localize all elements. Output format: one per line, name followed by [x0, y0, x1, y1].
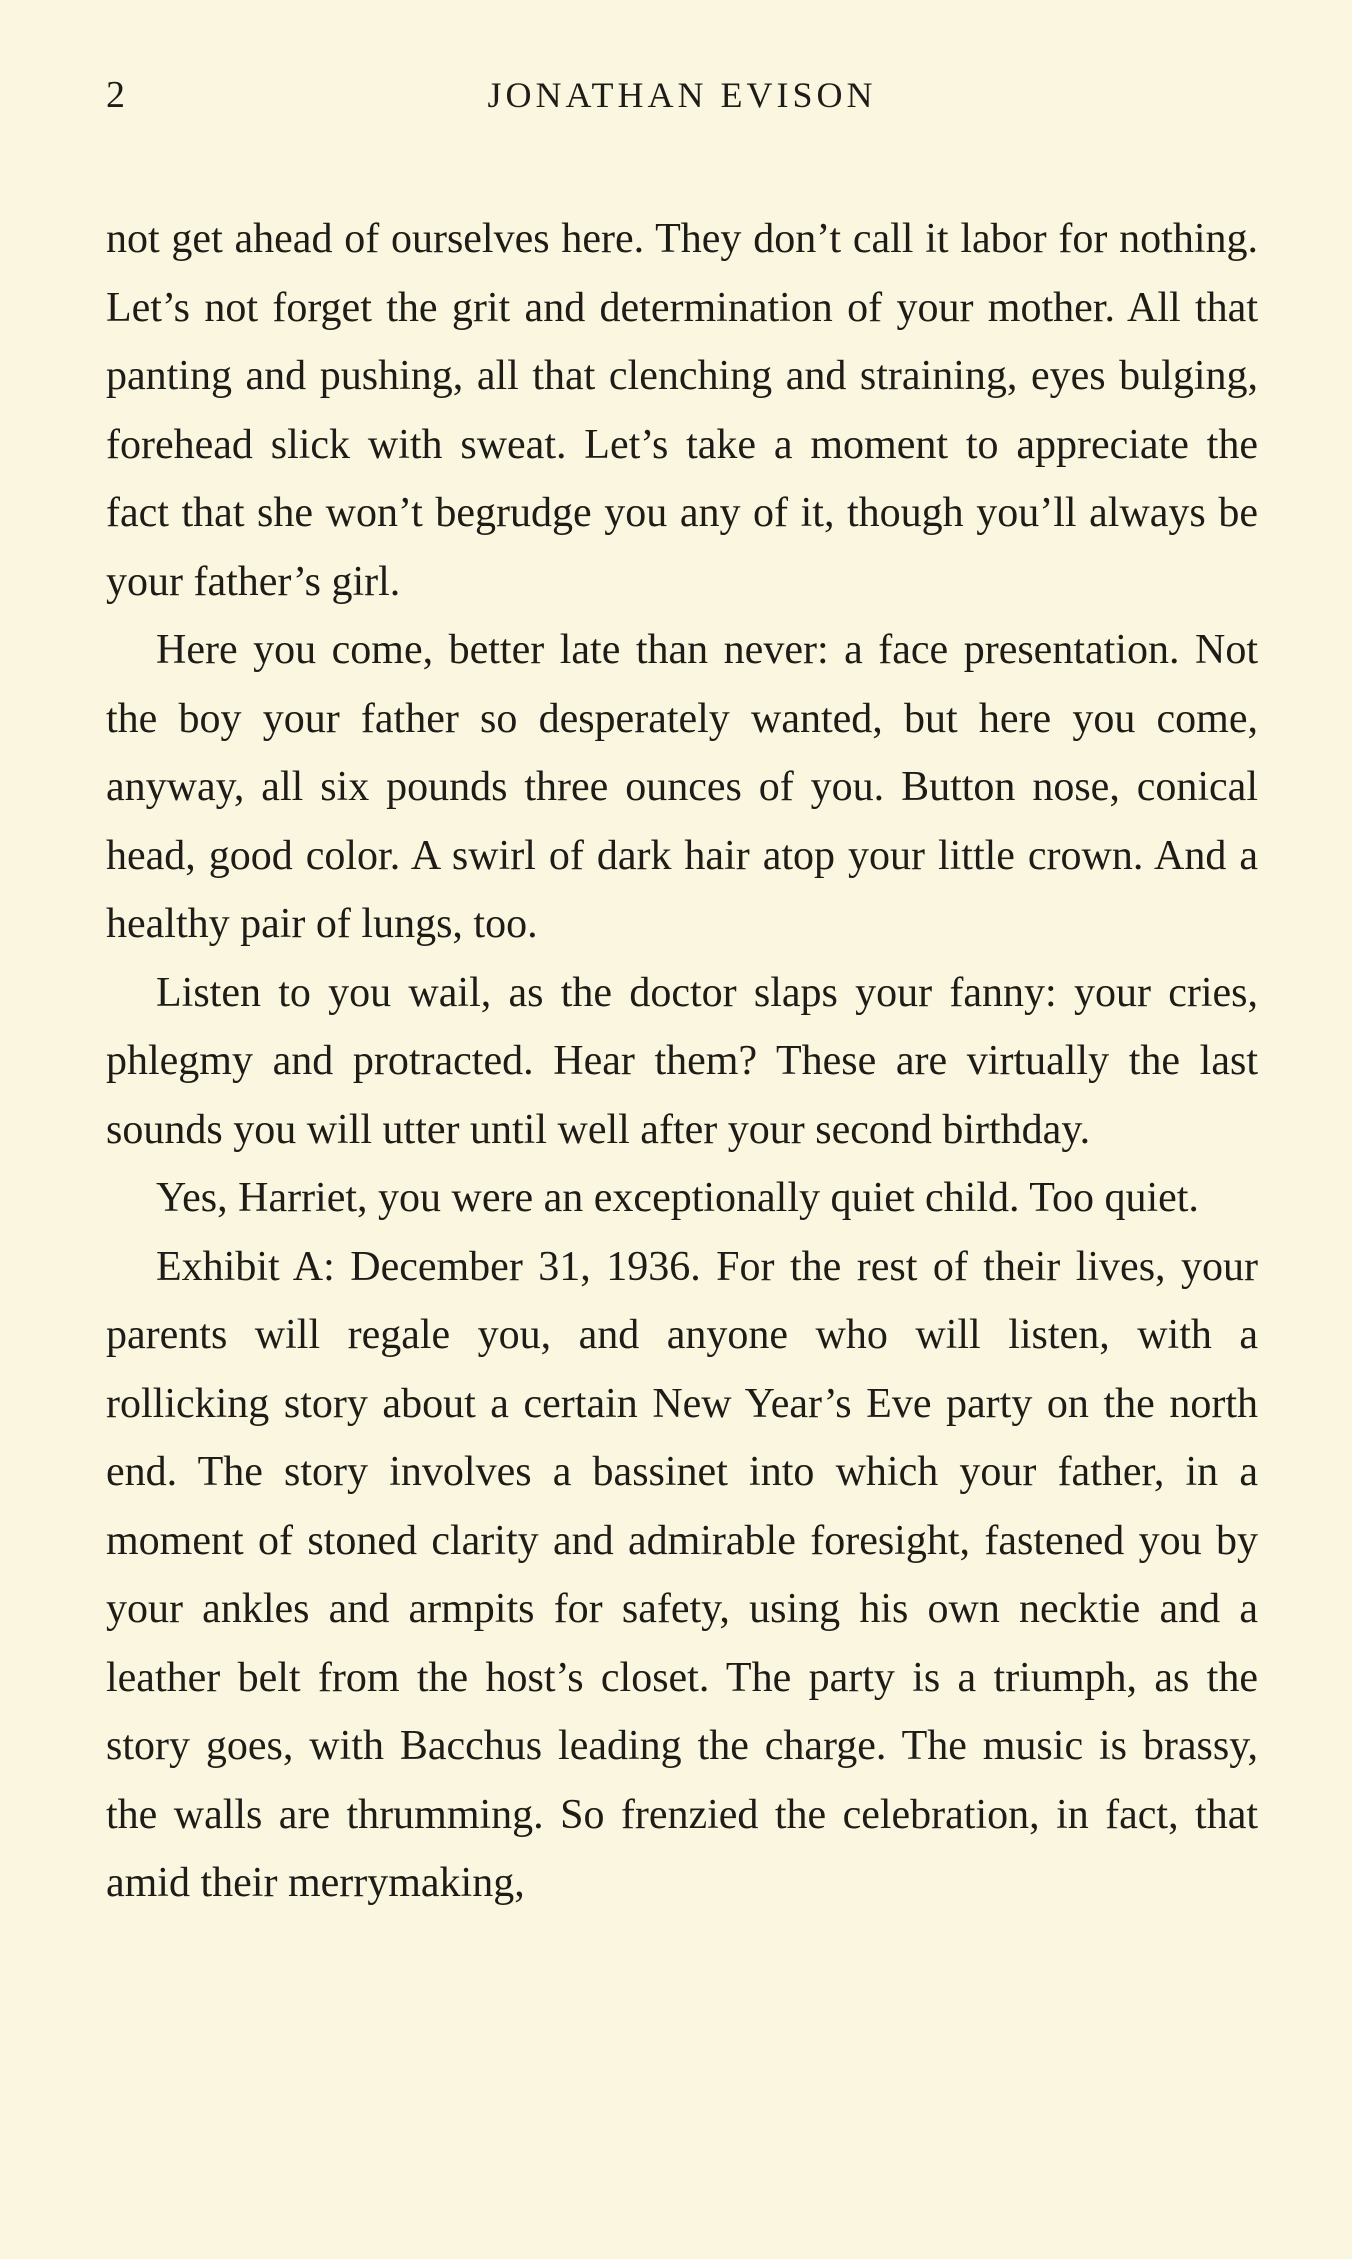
paragraph: Listen to you wail, as the doctor slaps your fanny: your cries, phlegmy and protracted. Hear them? These are virtually the last sounds you will utter until well after your second birthday. [106, 969, 1258, 1153]
running-head [106, 70, 1258, 120]
page-number: 2 [106, 74, 125, 116]
paragraph: Here you come, better late than never: a face presentation. Not the boy your father so desperately wanted, but here you come, anyway, all six pounds three ounces of you. Button nose, conical head, good color. A swirl of dark hair atop your little crown. And a healthy pair of lungs, too. [106, 627, 1258, 947]
author-name: JONATHAN EVISON [487, 75, 877, 115]
paragraph: not get ahead of ourselves here. They don’t call it labor for nothing. Let’s not forget the grit and determination of your mother. All that panting and pushing, all that clenching and straining, eyes bulging, forehead slick with sweat. Let’s take a moment to appreciate the fact that she won’t begrudge you any of it, though you’ll always be your father’s girl. [106, 216, 1258, 605]
body-text [106, 205, 1258, 1918]
paragraph: Exhibit A: December 31, 1936. For the rest of their lives, your parents will regale you, and anyone who will listen, with a rollicking story about a certain New Year’s Eve party on the north end. The story involves a bassinet into which your father, in a moment of stoned clarity and admirable foresight, fastened you by your ankles and armpits for safety, using his own necktie and a leather belt from the host’s closet. The party is a triumph, as the story goes, with Bacchus leading the charge. The music is brassy, the walls are thrumming. So frenzied the celebration, in fact, that amid their merrymaking, [106, 1243, 1258, 1906]
paragraph: Yes, Harriet, you were an exceptionally quiet child. Too quiet. [156, 1175, 1199, 1221]
